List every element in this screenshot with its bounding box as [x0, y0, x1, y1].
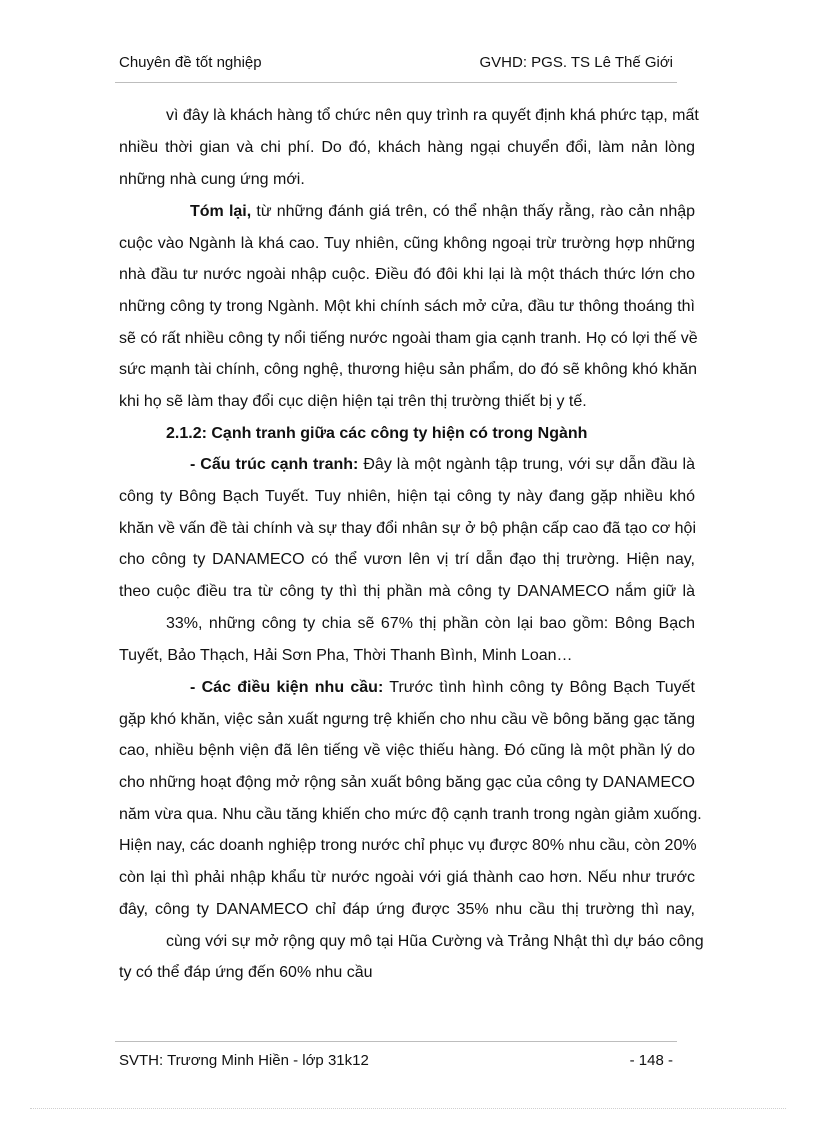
text-line: cao, nhiều bệnh viện đã lên tiếng về việc thiếu hàng. Đó cũng là một phần lý do	[119, 742, 695, 759]
text-line: đây, công ty DANAMECO chỉ đáp ứng được 35% nhu cầu thị trường thì nay,	[119, 901, 695, 918]
text-line: công ty Bông Bạch Tuyết. Tuy nhiên, hiện tại công ty này đang gặp nhiều khó	[119, 488, 695, 505]
footer-rule	[115, 1041, 677, 1042]
page-number: - 148 -	[629, 1052, 673, 1069]
text-line: nhà đầu tư nước ngoài nhập cuộc. Điều đó đôi khi lại là một thách thức lớn cho	[119, 266, 695, 283]
text-line: năm vừa qua. Nhu cầu tăng khiến cho mức độ cạnh tranh trong ngàn giảm xuống.	[119, 806, 702, 823]
paragraph-lead: - Các điều kiện nhu cầu:	[190, 679, 384, 696]
text-line: vì đây là khách hàng tổ chức nên quy trình ra quyết định khá phức tạp, mất	[166, 107, 699, 124]
text-line: - Cấu trúc cạnh tranh: Đây là một ngành tập trung, với sự dẫn đầu là	[190, 456, 696, 473]
section-heading: 2.1.2: Cạnh tranh giữa các công ty hiện có trong Ngành	[166, 425, 588, 442]
footer-author: SVTH: Trương Minh Hiền - lớp 31k12	[119, 1052, 369, 1069]
text-line: những công ty trong Ngành. Một khi chính sách mở cửa, đầu tư thông thoáng thì	[119, 298, 695, 315]
page-edge-divider	[30, 1108, 786, 1109]
header-rule	[115, 82, 677, 83]
text-line: cuộc vào Ngành là khá cao. Tuy nhiên, cũng không ngoại trừ trường hợp những	[119, 235, 695, 252]
text-line: gặp khó khăn, việc sản xuất ngưng trệ khiến cho nhu cầu về bông băng gạc tăng	[119, 711, 695, 728]
text-line: - Các điều kiện nhu cầu: Trước tình hình công ty Bông Bạch Tuyết	[190, 679, 696, 696]
text-line: còn lại thì phải nhập khẩu từ nước ngoài với giá thành cao hơn. Nếu như trước	[119, 869, 695, 886]
text-line: khăn về vấn đề tài chính và sự thay đổi nhân sự ở bộ phận cấp cao đã tạo cơ hội	[119, 520, 696, 537]
text-line: cho công ty DANAMECO có thể vươn lên vị trí dẫn đạo thị trường. Hiện nay,	[119, 551, 695, 568]
text-line: nhiều thời gian và chi phí. Do đó, khách hàng ngại chuyển đổi, làm nản lòng	[119, 139, 695, 156]
text-line: khi họ sẽ làm thay đổi cục diện hiện tại trên thị trường thiết bị y tế.	[119, 393, 587, 410]
text-line: sẽ có rất nhiều công ty nổi tiếng nước ngoài tham gia cạnh tranh. Họ có lợi thế về	[119, 330, 698, 347]
text-line: những nhà cung ứng mới.	[119, 171, 305, 188]
text-line: Hiện nay, các doanh nghiệp trong nước chỉ phục vụ được 80% nhu cầu, còn 20%	[119, 837, 697, 854]
text-line: ty có thể đáp ứng đến 60% nhu cầu	[119, 964, 373, 981]
paragraph-lead: - Cấu trúc cạnh tranh:	[190, 456, 359, 473]
paragraph-lead: Tóm lại,	[190, 203, 252, 220]
text-line: Tóm lại, từ những đánh giá trên, có thể nhận thấy rằng, rào cản nhập	[190, 203, 696, 220]
text-line: theo cuộc điều tra từ công ty thì thị phần mà công ty DANAMECO nắm giữ là	[119, 583, 695, 600]
text-line: 33%, những công ty chia sẽ 67% thị phần còn lại bao gồm: Bông Bạch	[166, 615, 695, 632]
header-title: Chuyên đề tốt nghiệp	[119, 54, 262, 71]
text-line: cùng với sự mở rộng quy mô tại Hũa Cường và Trảng Nhật thì dự báo công	[166, 933, 704, 950]
page-header	[119, 54, 673, 76]
text-line: sức mạnh tài chính, công nghệ, thương hiệu sản phẩm, do đó sẽ không khó khăn	[119, 361, 698, 378]
text-line: cho những hoạt động mở rộng sản xuất bông băng gạc của công ty DANAMECO	[119, 774, 695, 791]
text-line: Tuyết, Bảo Thạch, Hải Sơn Pha, Thời Thanh Bình, Minh Loan…	[119, 647, 573, 664]
header-advisor: GVHD: PGS. TS Lê Thế Giới	[479, 54, 673, 71]
